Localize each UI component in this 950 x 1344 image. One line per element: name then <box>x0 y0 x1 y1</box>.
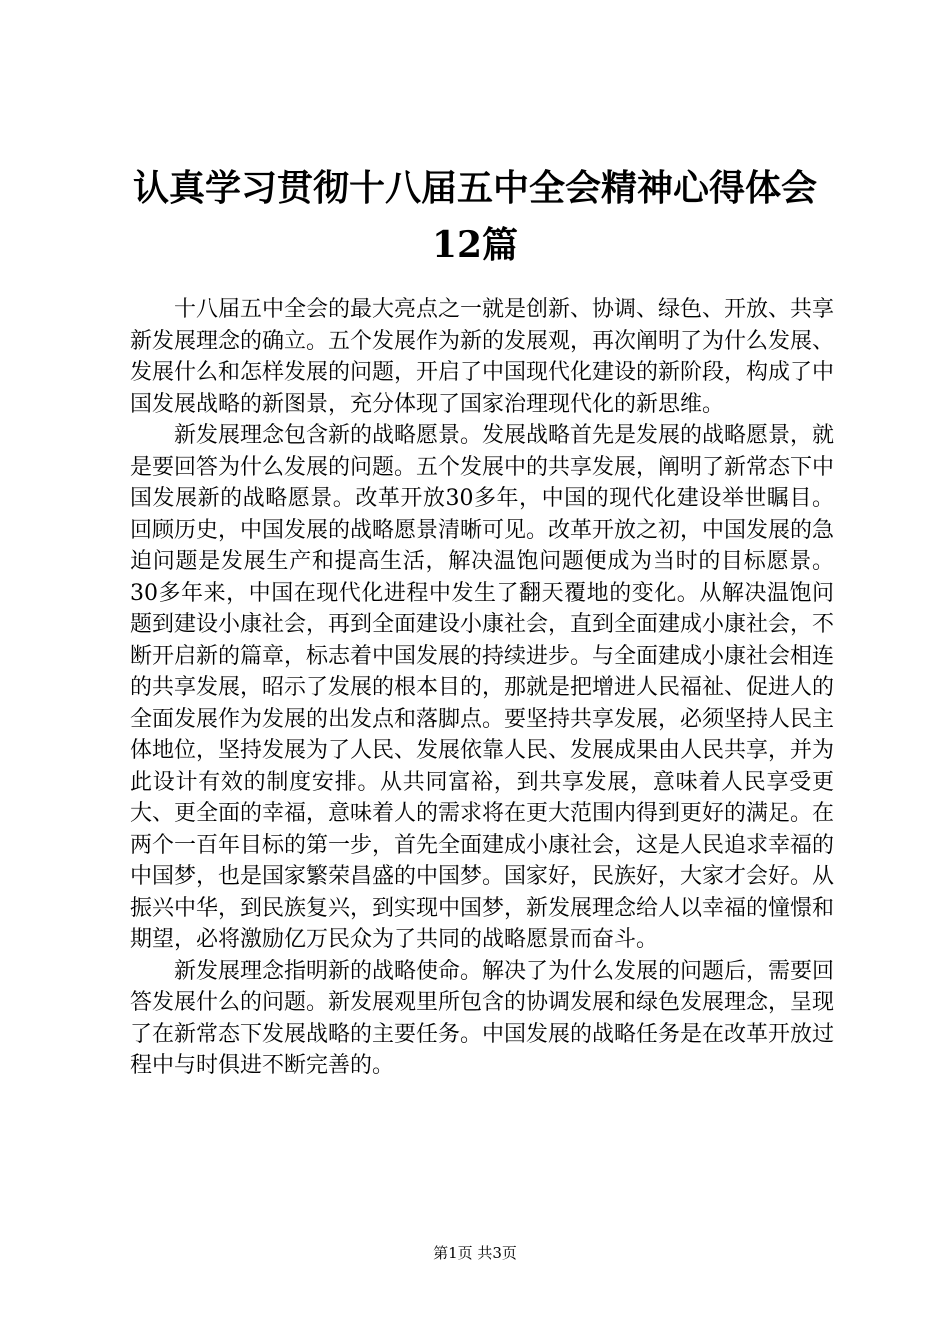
paragraph-3: 新发展理念指明新的战略使命。解决了为什么发展的问题后，需要回答发展什么的问题。新发展观里所包含的协调发展和绿色发展理念，呈现了在新常态下发展战略的主要任务。中国发展的战略任务是在改革开放过程中与时俱进不断完善的。 <box>130 958 835 1078</box>
page-number-footer: 第1页 共3页 <box>433 1244 517 1262</box>
document-title-line1: 认真学习贯彻十八届五中全会精神心得体会 <box>132 167 817 209</box>
paragraph-1: 十八届五中全会的最大亮点之一就是创新、协调、绿色、开放、共享新发展理念的确立。五个发展作为新的发展观，再次阐明了为什么发展、发展什么和怎样发展的问题，开启了中国现代化建设的新阶段，构成了中国发展战略的新图景，充分体现了国家治理现代化的新思维。 <box>130 297 835 417</box>
paragraph-2: 新发展理念包含新的战略愿景。发展战略首先是发展的战略愿景，就是要回答为什么发展的问题。五个发展中的共享发展，阐明了新常态下中国发展新的战略愿景。改革开放30多年，中国的现代化建设举世瞩目。回顾历史，中国发展的战略愿景清晰可见。改革开放之初，中国发展的急迫问题是发展生产和提高生活，解决温饱问题便成为当时的目标愿景。30多年来，中国在现代化进程中发生了翻天覆地的变化。从解决温饱问题到建设小康社会，再到全面建设小康社会，直到全面建成小康社会，不断开启新的篇章，标志着中国发展的持续进步。与全面建成小康社会相连的共享发展，昭示了发展的根本目的，那就是把增进人民福祉、促进人的全面发展作为发展的出发点和落脚点。要坚持共享发展，必须坚持人民主体地位，坚持发展为了人民、发展依靠人民、发展成果由人民共享，并为此设计有效的制度安排。从共同富裕，到共享发展，意味着人民享受更大、更全面的幸福，意味着人的需求将在更大范围内得到更好的满足。在两个一百年目标的第一步，首先全面建成小康社会，这是人民追求幸福的中国梦，也是国家繁荣昌盛的中国梦。国家好，民族好，大家才会好。从振兴中华，到民族复兴，到实现中国梦，新发展理念给人以幸福的憧憬和期望，必将激励亿万民众为了共同的战略愿景而奋斗。 <box>130 423 835 952</box>
document-title-line2: 12篇 <box>431 224 519 266</box>
document-body <box>130 294 834 1082</box>
